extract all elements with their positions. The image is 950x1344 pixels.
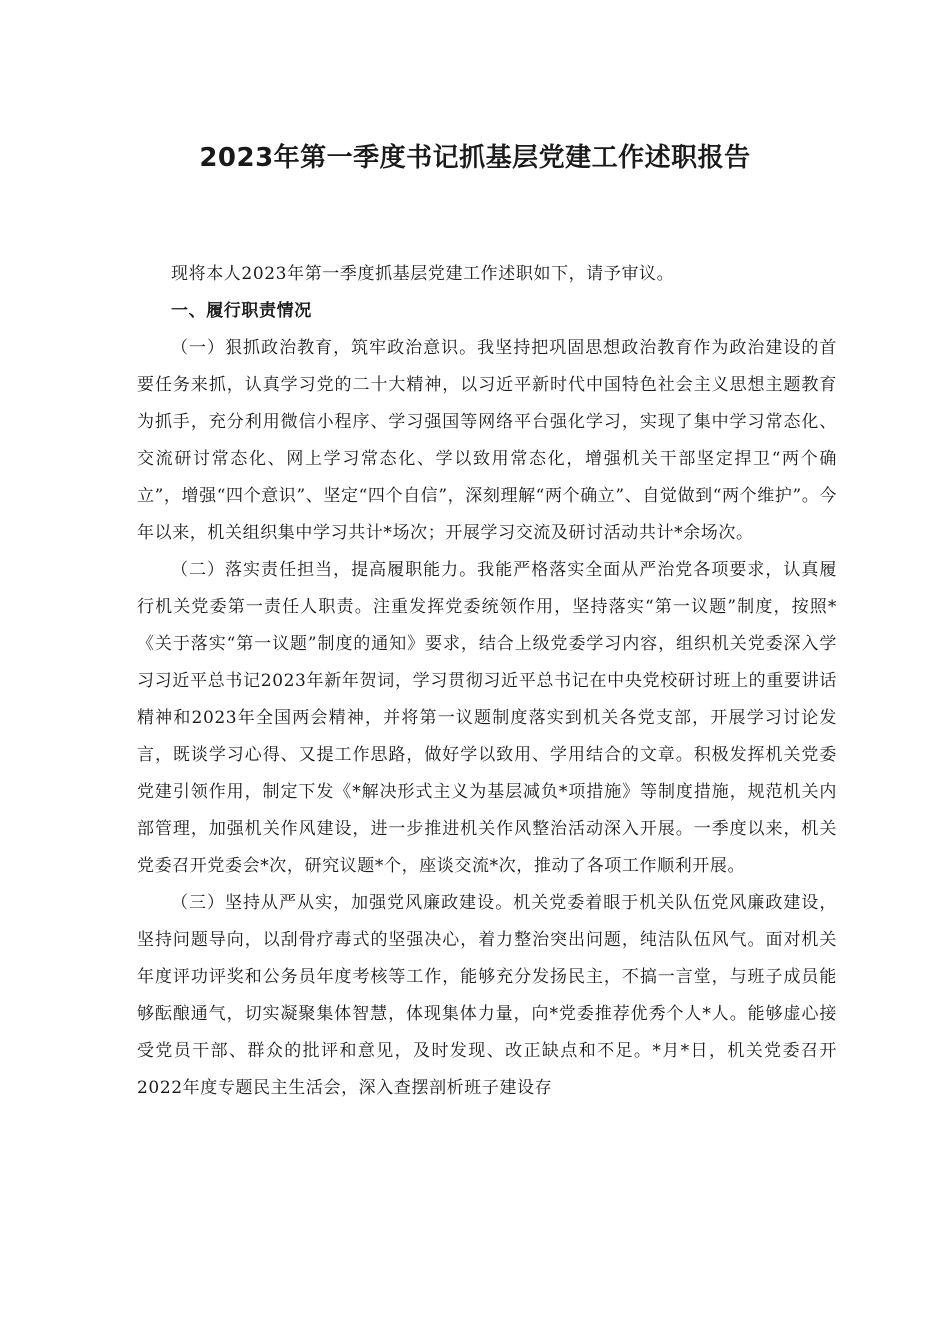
- section-heading: 一、履行职责情况: [171, 301, 312, 321]
- body-paragraph: （一）狠抓政治教育，筑牢政治意识。我坚持把巩固思想政治教育作为政治建设的首要任务来抓，认真学习党的二十大精神，以习近平新时代中国特色社会主义思想主题教育为抓手，充分利用微信小程序、学习强国等网络平台强化学习，实现了集中学习常态化、交流研讨常态化、网上学习常态化、学以致用常态化，增强机关干部坚定捍卫“两个确立”，增强“四个意识”、坚定“四个自信”，深刻理解“两个确立”、自觉做到“两个维护”。今年以来，机关组织集中学习共计*场次；开展学习交流及研讨活动共计*余场次。: [137, 338, 837, 543]
- document-body: [137, 256, 837, 1107]
- body-paragraph: （二）落实责任担当，提高履职能力。我能严格落实全面从严治党各项要求，认真履行机关党委第一责任人职责。注重发挥党委统领作用，坚持落实“第一议题”制度，按照*《关于落实“第一议题”制度的通知》要求，结合上级党委学习内容，组织机关党委深入学习习近平总书记2023年新年贺词，学习贯彻习近平总书记在中央党校研讨班上的重要讲话精神和2023年全国两会精神，并将第一议题制度落实到机关各党支部，开展学习讨论发言，既谈学习心得、又提工作思路，做好学以致用、学用结合的文章。积极发挥机关党委党建引领作用，制定下发《*解决形式主义为基层减负*项措施》等制度措施，规范机关内部管理，加强机关作风建设，进一步推进机关作风整治活动深入开展。一季度以来，机关党委召开党委会*次，研究议题*个，座谈交流*次，推动了各项工作顺利开展。: [137, 560, 837, 876]
- body-paragraph: （三）坚持从严从实，加强党风廉政建设。机关党委着眼于机关队伍党风廉政建设，坚持问题导向，以刮骨疗毒式的坚强决心，着力整治突出问题，纯洁队伍风气。面对机关年度评功评奖和公务员年度考核等工作，能够充分发扬民主，不搞一言堂，与班子成员能够酝酿通气，切实凝聚集体智慧，体现集体力量，向*党委推荐优秀个人*人。能够虚心接受党员干部、群众的批评和意见，及时发现、改正缺点和不足。*月*日，机关党委召开2022年度专题民主生活会，深入查摆剖析班子建设存: [137, 893, 837, 1098]
- document-title: 2023年第一季度书记抓基层党建工作述职报告: [199, 143, 751, 173]
- intro-paragraph: 现将本人2023年第一季度抓基层党建工作述职如下，请予审议。: [171, 264, 675, 284]
